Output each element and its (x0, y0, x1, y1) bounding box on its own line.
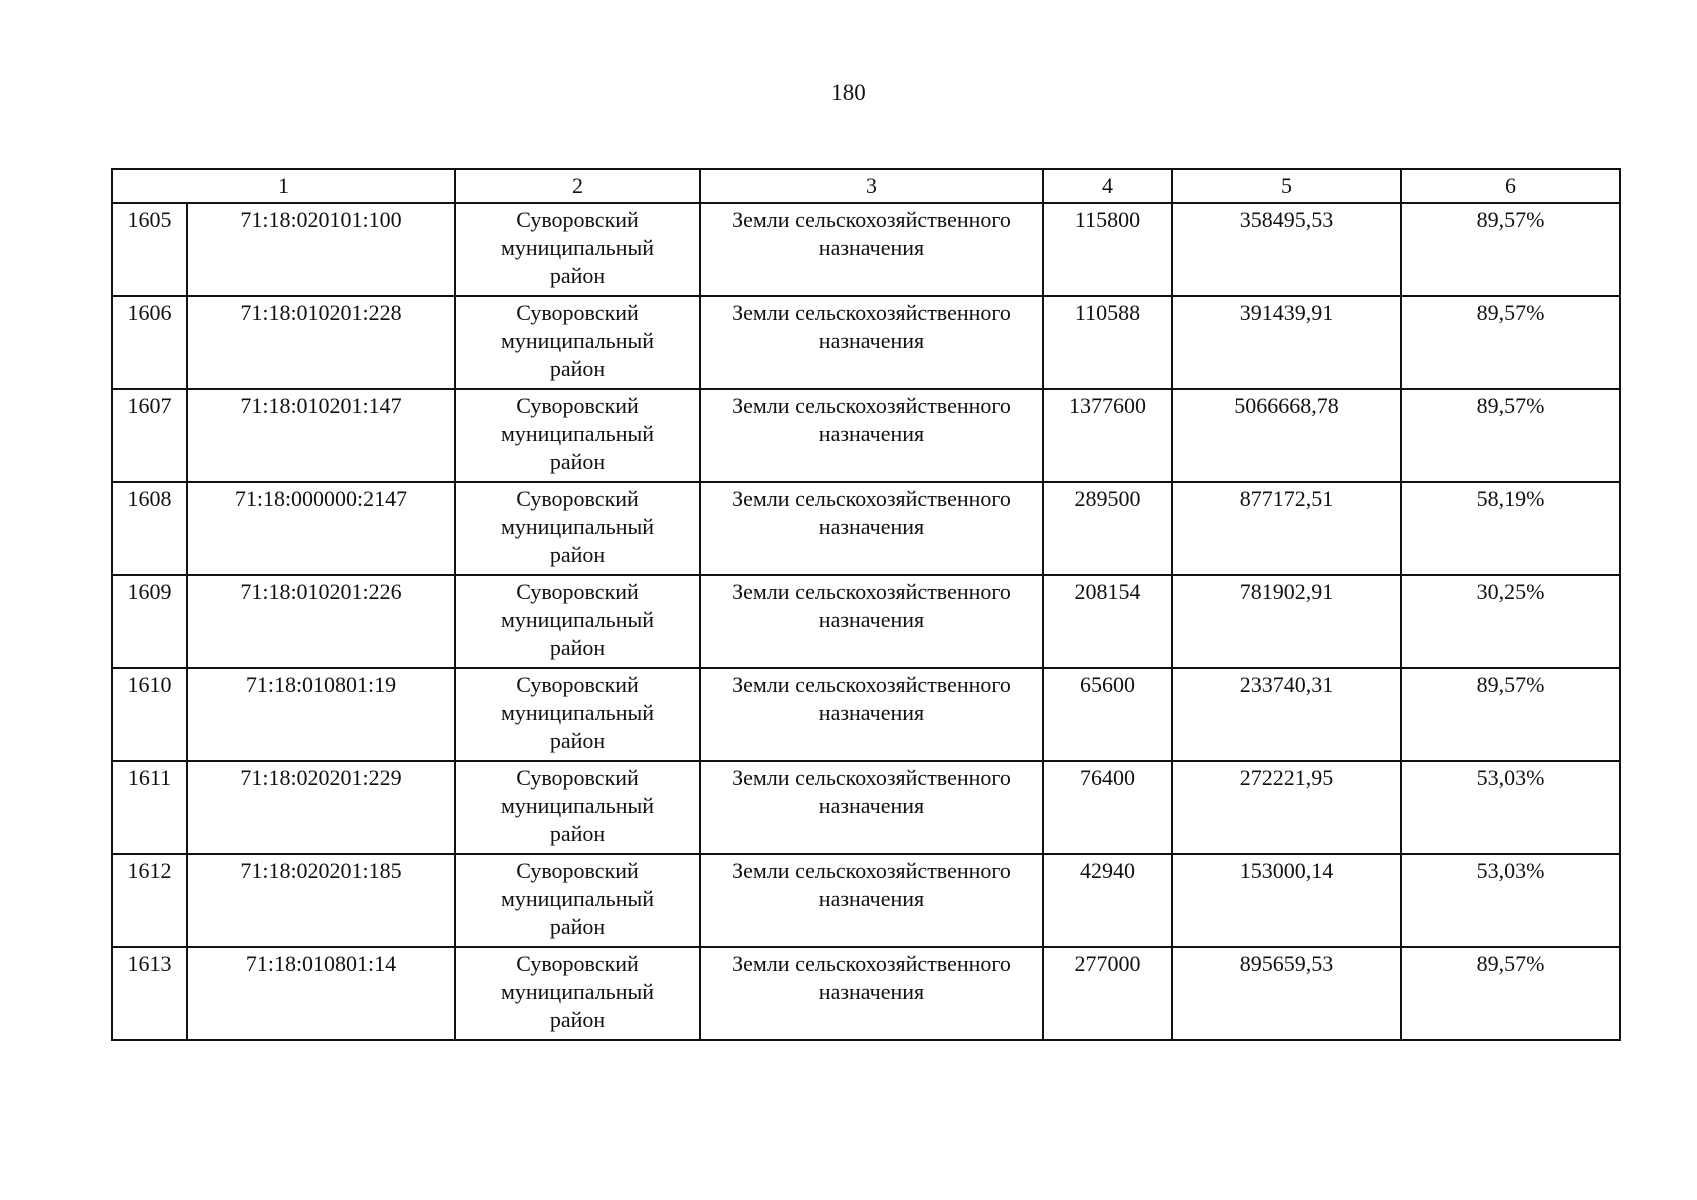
row-number-cell (112, 296, 187, 389)
percent-cell (1401, 389, 1620, 482)
row-number-cell (112, 575, 187, 668)
table-row (112, 854, 1620, 947)
area-cell-text: 110588 (1074, 300, 1141, 325)
table-row (112, 668, 1620, 761)
land-category-cell (700, 575, 1043, 668)
area-cell-text: 76400 (1080, 765, 1135, 790)
land-category-cell-text: Земли сельскохозяйственного назначения (732, 207, 1011, 260)
header-col-2: 2 (455, 169, 700, 203)
row-number-cell-text: 1605 (127, 207, 172, 232)
row-number-cell-text: 1609 (127, 579, 172, 604)
area-cell (1043, 389, 1172, 482)
cadastral-value-cell-text: 272221,95 (1239, 765, 1334, 790)
area-cell (1043, 575, 1172, 668)
land-category-cell (700, 482, 1043, 575)
percent-cell-text: 53,03% (1476, 858, 1545, 883)
cadastral-number-cell (187, 389, 455, 482)
row-number-cell-text: 1611 (127, 765, 172, 790)
district-cell (455, 575, 700, 668)
cadastral-number-cell-text: 71:18:000000:2147 (234, 486, 408, 511)
row-number-cell-text: 1610 (127, 672, 172, 697)
cadastral-number-cell-text: 71:18:010801:14 (245, 951, 397, 976)
header-col-6: 6 (1401, 169, 1620, 203)
cadastral-value-cell (1172, 482, 1401, 575)
cadastral-value-cell (1172, 761, 1401, 854)
area-cell-text: 42940 (1080, 858, 1135, 883)
header-col-1: 1 (112, 169, 455, 203)
cadastral-number-cell (187, 296, 455, 389)
cadastral-value-cell (1172, 296, 1401, 389)
cadastral-number-cell (187, 203, 455, 296)
row-number-cell (112, 761, 187, 854)
land-category-cell (700, 947, 1043, 1040)
land-category-cell (700, 389, 1043, 482)
area-cell (1043, 761, 1172, 854)
header-col-5: 5 (1172, 169, 1401, 203)
percent-cell-text: 89,57% (1476, 393, 1545, 418)
land-category-cell-text: Земли сельскохозяйственного назначения (732, 765, 1011, 818)
cadastral-value-cell (1172, 389, 1401, 482)
area-cell-text: 208154 (1074, 579, 1141, 604)
land-category-cell (700, 668, 1043, 761)
table-row (112, 761, 1620, 854)
row-number-cell (112, 389, 187, 482)
cadastral-number-cell-text: 71:18:010201:147 (240, 393, 402, 418)
land-category-cell (700, 761, 1043, 854)
district-cell-text: Суворовский муниципальный район (500, 300, 655, 381)
cadastral-number-cell-text: 71:18:010801:19 (245, 672, 397, 697)
row-number-cell-text: 1612 (127, 858, 172, 883)
table-header (112, 169, 1620, 203)
percent-cell (1401, 947, 1620, 1040)
district-cell (455, 389, 700, 482)
cadastral-number-cell-text: 71:18:020201:185 (240, 858, 402, 883)
row-number-cell-text: 1607 (127, 393, 172, 418)
district-cell-text: Суворовский муниципальный район (500, 858, 655, 939)
land-plots-table (111, 168, 1621, 1041)
cadastral-value-cell (1172, 947, 1401, 1040)
row-number-cell (112, 947, 187, 1040)
area-cell-text: 277000 (1074, 951, 1141, 976)
row-number-cell-text: 1608 (127, 486, 172, 511)
row-number-cell-text: 1606 (127, 300, 172, 325)
land-category-cell (700, 296, 1043, 389)
area-cell-text: 289500 (1074, 486, 1141, 511)
cadastral-number-cell-text: 71:18:020201:229 (240, 765, 402, 790)
land-category-cell-text: Земли сельскохозяйственного назначения (732, 393, 1011, 446)
table-row (112, 575, 1620, 668)
district-cell-text: Суворовский муниципальный район (500, 951, 655, 1032)
cadastral-number-cell (187, 482, 455, 575)
cadastral-value-cell-text: 153000,14 (1239, 858, 1334, 883)
land-category-cell-text: Земли сельскохозяйственного назначения (732, 672, 1011, 725)
cadastral-value-cell-text: 877172,51 (1239, 486, 1334, 511)
percent-cell-text: 89,57% (1476, 951, 1545, 976)
cadastral-number-cell-text: 71:18:010201:226 (240, 579, 402, 604)
percent-cell (1401, 668, 1620, 761)
table-body (112, 203, 1620, 1040)
cadastral-number-cell (187, 947, 455, 1040)
district-cell (455, 761, 700, 854)
land-category-cell-text: Земли сельскохозяйственного назначения (732, 579, 1011, 632)
district-cell (455, 947, 700, 1040)
area-cell-text: 115800 (1074, 207, 1141, 232)
cadastral-value-cell-text: 358495,53 (1239, 207, 1334, 232)
row-number-cell (112, 203, 187, 296)
percent-cell-text: 58,19% (1476, 486, 1545, 511)
district-cell (455, 203, 700, 296)
area-cell (1043, 296, 1172, 389)
district-cell-text: Суворовский муниципальный район (500, 765, 655, 846)
percent-cell-text: 89,57% (1476, 672, 1545, 697)
land-category-cell-text: Земли сельскохозяйственного назначения (732, 486, 1011, 539)
table-row (112, 389, 1620, 482)
header-row (112, 169, 1620, 203)
land-category-cell-text: Земли сельскохозяйственного назначения (732, 951, 1011, 1004)
area-cell (1043, 668, 1172, 761)
cadastral-number-cell (187, 761, 455, 854)
cadastral-value-cell-text: 781902,91 (1239, 579, 1334, 604)
district-cell-text: Суворовский муниципальный район (500, 579, 655, 660)
district-cell (455, 668, 700, 761)
cadastral-value-cell (1172, 203, 1401, 296)
district-cell (455, 482, 700, 575)
district-cell (455, 296, 700, 389)
cadastral-value-cell-text: 233740,31 (1239, 672, 1334, 697)
percent-cell (1401, 203, 1620, 296)
cadastral-number-cell (187, 575, 455, 668)
cadastral-value-cell (1172, 854, 1401, 947)
header-col-4: 4 (1043, 169, 1172, 203)
row-number-cell-text: 1613 (127, 951, 172, 976)
district-cell (455, 854, 700, 947)
land-category-cell-text: Земли сельскохозяйственного назначения (732, 300, 1011, 353)
cadastral-number-cell-text: 71:18:010201:228 (240, 300, 402, 325)
percent-cell (1401, 296, 1620, 389)
table-row (112, 482, 1620, 575)
cadastral-number-cell-text: 71:18:020101:100 (240, 207, 402, 232)
percent-cell-text: 53,03% (1476, 765, 1545, 790)
area-cell-text: 65600 (1080, 672, 1135, 697)
cadastral-number-cell (187, 854, 455, 947)
header-col-3: 3 (700, 169, 1043, 203)
page-number: 180 (831, 80, 866, 105)
percent-cell (1401, 482, 1620, 575)
percent-cell-text: 89,57% (1476, 300, 1545, 325)
district-cell-text: Суворовский муниципальный район (500, 486, 655, 567)
district-cell-text: Суворовский муниципальный район (500, 207, 655, 288)
land-category-cell (700, 203, 1043, 296)
land-category-cell (700, 854, 1043, 947)
area-cell-text: 1377600 (1069, 393, 1146, 418)
cadastral-value-cell-text: 391439,91 (1239, 300, 1334, 325)
percent-cell (1401, 761, 1620, 854)
table-row (112, 203, 1620, 296)
row-number-cell (112, 854, 187, 947)
area-cell (1043, 203, 1172, 296)
cadastral-value-cell-text: 5066668,78 (1234, 393, 1339, 418)
cadastral-number-cell (187, 668, 455, 761)
district-cell-text: Суворовский муниципальный район (500, 672, 655, 753)
district-cell-text: Суворовский муниципальный район (500, 393, 655, 474)
cadastral-value-cell (1172, 668, 1401, 761)
row-number-cell (112, 668, 187, 761)
area-cell (1043, 482, 1172, 575)
cadastral-value-cell-text: 895659,53 (1239, 951, 1334, 976)
area-cell (1043, 854, 1172, 947)
land-category-cell-text: Земли сельскохозяйственного назначения (732, 858, 1011, 911)
area-cell (1043, 947, 1172, 1040)
percent-cell (1401, 575, 1620, 668)
cadastral-value-cell (1172, 575, 1401, 668)
row-number-cell (112, 482, 187, 575)
table-row (112, 296, 1620, 389)
percent-cell (1401, 854, 1620, 947)
percent-cell-text: 30,25% (1476, 579, 1545, 604)
table-row (112, 947, 1620, 1040)
percent-cell-text: 89,57% (1476, 207, 1545, 232)
